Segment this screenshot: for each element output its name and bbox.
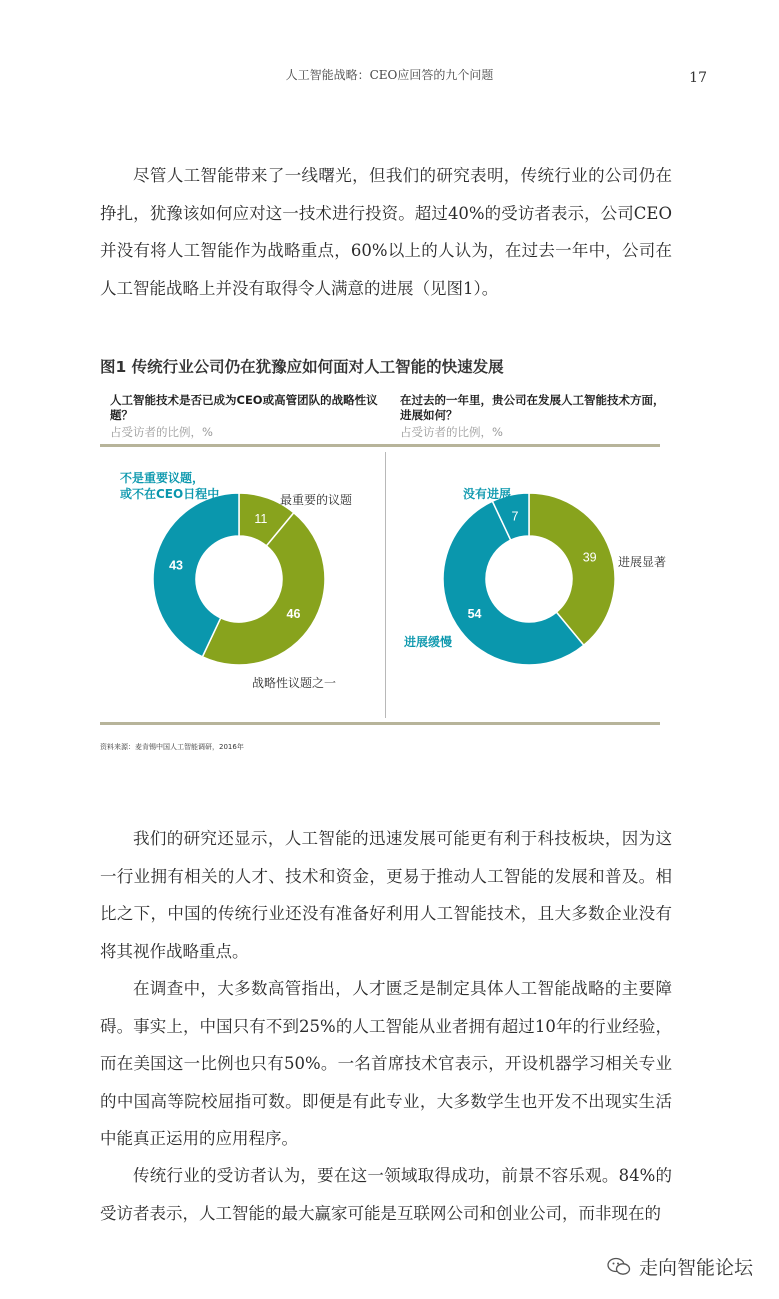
wechat-icon: [607, 1257, 631, 1277]
watermark-text: 走向智能论坛: [638, 1257, 753, 1279]
right-donut-chart: [443, 493, 615, 665]
left-callout-strategic: 战略性议题之一: [252, 676, 337, 690]
figure-title: 图1 传统行业公司仍在犹豫应如何面对人工智能的快速发展: [100, 358, 504, 376]
paragraph-tech-sector: 我们的研究还显示，人工智能的迅速发展可能更有利于科技板块，因为这一行业拥有相关的人才、技术和资金，更易于推动人工智能的发展和普及。相比之下，中国的传统行业还没有准备好利用人工智能技术，且大多数企业没有将其视作战略重点。: [100, 829, 672, 961]
right-chart-unit: 占受访者的比例，%: [400, 425, 503, 439]
right-chart-question: 在过去的一年里，贵公司在发展人工智能技术方面，进展如何？: [400, 393, 665, 422]
paragraph-outlook: 传统行业的受访者认为，要在这一领域取得成功，前景不容乐观。84%的受访者表示，人工智能的最大赢家可能是互联网公司和创业公司，而非现在的: [100, 1166, 672, 1223]
left-slice-label-1: 46: [286, 607, 301, 622]
figure-source: 资料来源：麦肯锡中国人工智能调研，2016年: [100, 743, 244, 751]
figure-top-rule: [100, 444, 660, 447]
left-callout-line1: 不是重要议题，: [120, 471, 205, 485]
left-slice-label-2: 43: [169, 558, 184, 573]
paragraph-talent: 在调查中，大多数高管指出，人才匮乏是制定具体人工智能战略的主要障碍。事实上，中国只有不到25%的人工智能从业者拥有超过10年的行业经验，而在美国这一比例也只有50%。一名首席技术官表示，开设机器学习相关专业的中国高等院校屈指可数。即便是有此专业，大多数学生也开发不出现实生活中能真正运用的应用程序。: [100, 979, 672, 1148]
paragraph-intro: 尽管人工智能带来了一线曙光，但我们的研究表明，传统行业的公司仍在挣扎，犹豫该如何应对这一技术进行投资。超过40%的受访者表示，公司CEO并没有将人工智能作为战略重点，60%以上的人认为，在过去一年中，公司在人工智能战略上并没有取得令人满意的进展（见图1）。: [100, 166, 672, 298]
left-chart-question: 人工智能技术是否已成为CEO或高管团队的战略性议题？: [110, 393, 378, 422]
right-slice-label-2: 7: [511, 509, 519, 524]
running-header: 人工智能战略：CEO应回答的九个问题: [285, 68, 494, 82]
right-callout-no-progress: 没有进展: [463, 487, 512, 501]
right-slice-label-1: 54: [467, 607, 482, 622]
left-chart-unit: 占受访者的比例，%: [110, 425, 213, 439]
left-donut-chart: [153, 493, 325, 665]
right-callout-significant: 进展显著: [618, 555, 667, 569]
right-callout-slow: 进展缓慢: [404, 635, 453, 649]
left-slice-label-0: 11: [254, 511, 268, 526]
figure-bottom-rule: [100, 722, 660, 725]
page-number: 17: [689, 70, 707, 86]
right-slice-label-0: 39: [582, 550, 597, 565]
left-callout-line2: 或不在CEO日程中: [120, 487, 220, 501]
left-callout-most-important: 最重要的议题: [280, 493, 353, 507]
watermark: [607, 1253, 753, 1280]
left-callout-not-important: [120, 470, 219, 502]
